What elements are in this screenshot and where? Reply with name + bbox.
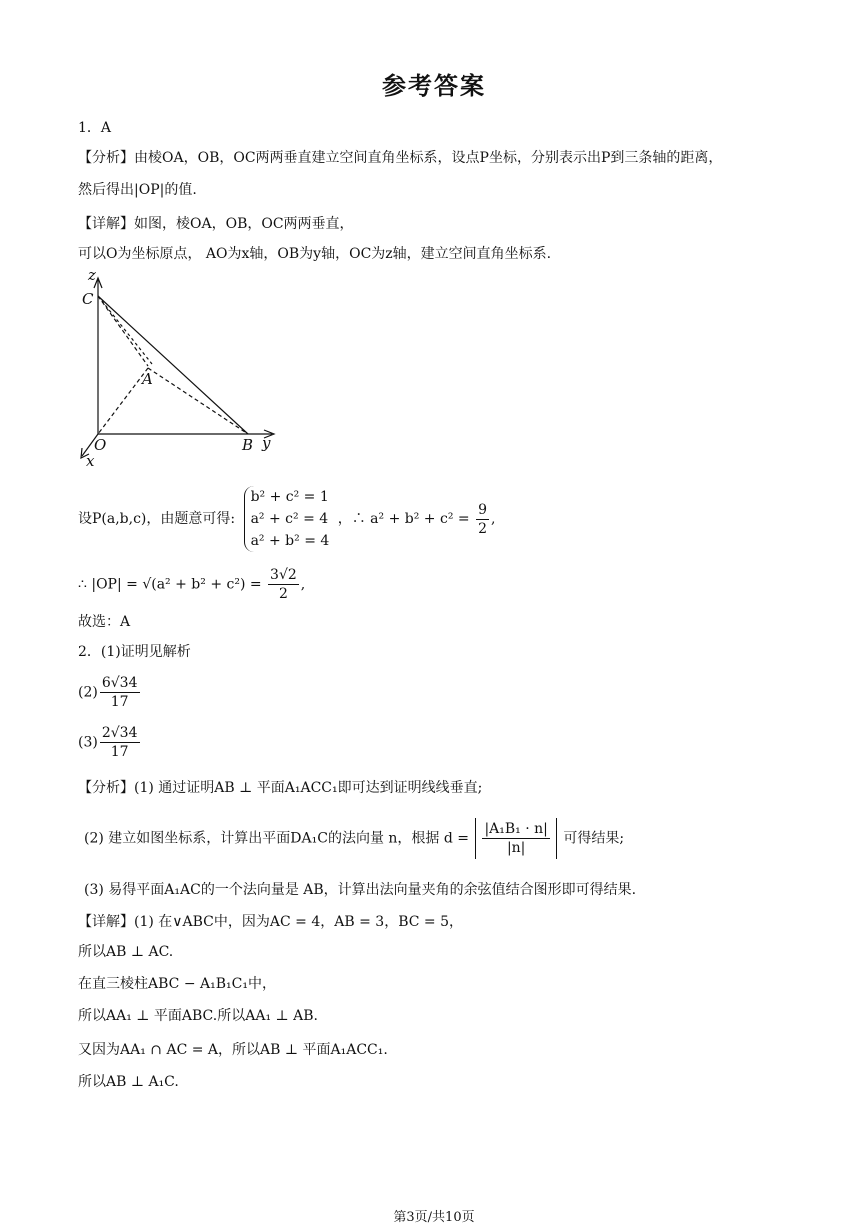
answer-prefix: (2) <box>78 684 98 701</box>
eq-1: b² + c² = 1 <box>250 489 329 505</box>
edge-AO <box>98 368 148 434</box>
q1-detail-line-1 <box>78 214 354 234</box>
q1-answer: 1．A <box>78 120 112 136</box>
analysis-text: (1) 通过证明AB ⊥ 平面A₁ACC₁即可达到证明线线垂直; <box>134 780 483 796</box>
answer-prefix: (3) <box>78 734 98 751</box>
frac-den: 17 <box>110 744 129 760</box>
q2-answer-3 <box>78 724 142 761</box>
q1-op-line: ∴ |OP| = √(a² + b² + c²) = $\frac{3√2}{2}$ , <box>78 567 306 602</box>
q1-system-line: 设P(a,b,c)，由题意可得: b² + c² = 1 a² + c² = 4 a² + b² = 4 ，∴ a² + b² + c² = $\frac{9}{2}$ , <box>78 486 495 552</box>
frac-num: 9 <box>478 501 487 518</box>
q2-answer-1: 2．(1)证明见解析 <box>78 644 191 660</box>
eq-2: a² + c² = 4 <box>250 511 329 527</box>
q2-answer-2 <box>78 674 142 711</box>
set-text: 设P(a,b,c)，由题意可得: <box>78 511 236 527</box>
label-z: z <box>88 268 96 284</box>
analysis-text: 可得结果; <box>563 830 625 847</box>
q2-detail-line-3: 在直三棱柱ABC − A₁B₁C₁中， <box>78 976 276 992</box>
frac-den: 2 <box>478 520 487 537</box>
edge-CB <box>98 296 248 434</box>
fraction-answer-3 <box>100 724 140 761</box>
therefore-1: ，∴ a² + b² + c² = <box>337 511 470 527</box>
fraction-9-2 <box>476 501 489 538</box>
label-x: x <box>86 452 95 468</box>
therefore-2: ∴ |OP| = √(a² + b² + c²) = <box>78 576 262 593</box>
frac-num: |A₁B₁ · n| <box>484 821 548 837</box>
distance-formula <box>475 818 556 859</box>
analysis-label: 【分析】 <box>78 780 134 796</box>
q1-detail-line-2: 可以O为坐标原点， AO为x轴，OB为y轴，OC为z轴，建立空间直角坐标系. <box>78 246 552 262</box>
detail-text: 如图，棱OA，OB，OC两两垂直， <box>134 216 354 232</box>
analysis-text: (2) 建立如图坐标系，计算出平面DA₁C的法向量 n，根据 d = <box>84 830 469 847</box>
analysis-label: 【分析】 <box>78 150 134 166</box>
analysis-text: 由棱OA，OB，OC两两垂直建立空间直角坐标系，设点P坐标，分别表示出P到三条轴的距离， <box>134 150 723 166</box>
label-A: A <box>142 370 153 388</box>
label-O: O <box>94 436 107 454</box>
frac-num: 6√34 <box>101 675 138 691</box>
frac-den: 17 <box>110 694 129 710</box>
label-C: C <box>82 290 94 308</box>
frac-num: 3√2 <box>270 567 297 583</box>
fraction-answer-2 <box>100 674 140 711</box>
page-title: 参考答案 <box>382 72 486 100</box>
detail-label: 【详解】 <box>78 914 134 930</box>
detail-label: 【详解】 <box>78 216 134 232</box>
q2-detail-line-5: 又因为AA₁ ∩ AC = A，所以AB ⊥ 平面A₁ACC₁. <box>78 1042 388 1058</box>
q1-analysis-line-1 <box>78 148 722 168</box>
equation-system <box>244 486 330 552</box>
q2-analysis-line-1 <box>78 778 482 798</box>
q2-detail-line-1 <box>78 912 463 932</box>
eq-3: a² + b² = 4 <box>250 533 330 549</box>
q2-detail-line-6: 所以AB ⊥ A₁C. <box>78 1074 179 1090</box>
label-y: y <box>262 434 271 452</box>
frac-num: 2√34 <box>101 725 138 741</box>
q2-detail-line-4: 所以AA₁ ⊥ 平面ABC.所以AA₁ ⊥ AB. <box>78 1008 318 1024</box>
q1-choose: 故选：A <box>78 614 131 630</box>
edge-CA <box>98 296 148 366</box>
frac-den: 2 <box>278 586 288 602</box>
detail-text: (1) 在∨ABC中，因为AC = 4，AB = 3，BC = 5， <box>134 914 463 930</box>
fraction-3root2-2 <box>268 566 299 603</box>
q1-analysis-line-2: 然后得出|OP|的值. <box>78 182 197 198</box>
coordinate-figure <box>76 268 286 468</box>
q2-analysis-line-3: (3) 易得平面A₁AC的一个法向量是 AB，计算出法向量夹角的余弦值结合图形即可得结果. <box>84 882 637 898</box>
label-B: B <box>242 436 254 454</box>
frac-den: |n| <box>506 840 526 856</box>
q2-analysis-line-2 <box>84 818 624 859</box>
page-footer: 第3页/共10页 <box>393 1210 475 1225</box>
q2-detail-line-2: 所以AB ⊥ AC. <box>78 944 174 960</box>
edge-AB <box>148 368 248 434</box>
edge-CA-2 <box>98 296 152 364</box>
